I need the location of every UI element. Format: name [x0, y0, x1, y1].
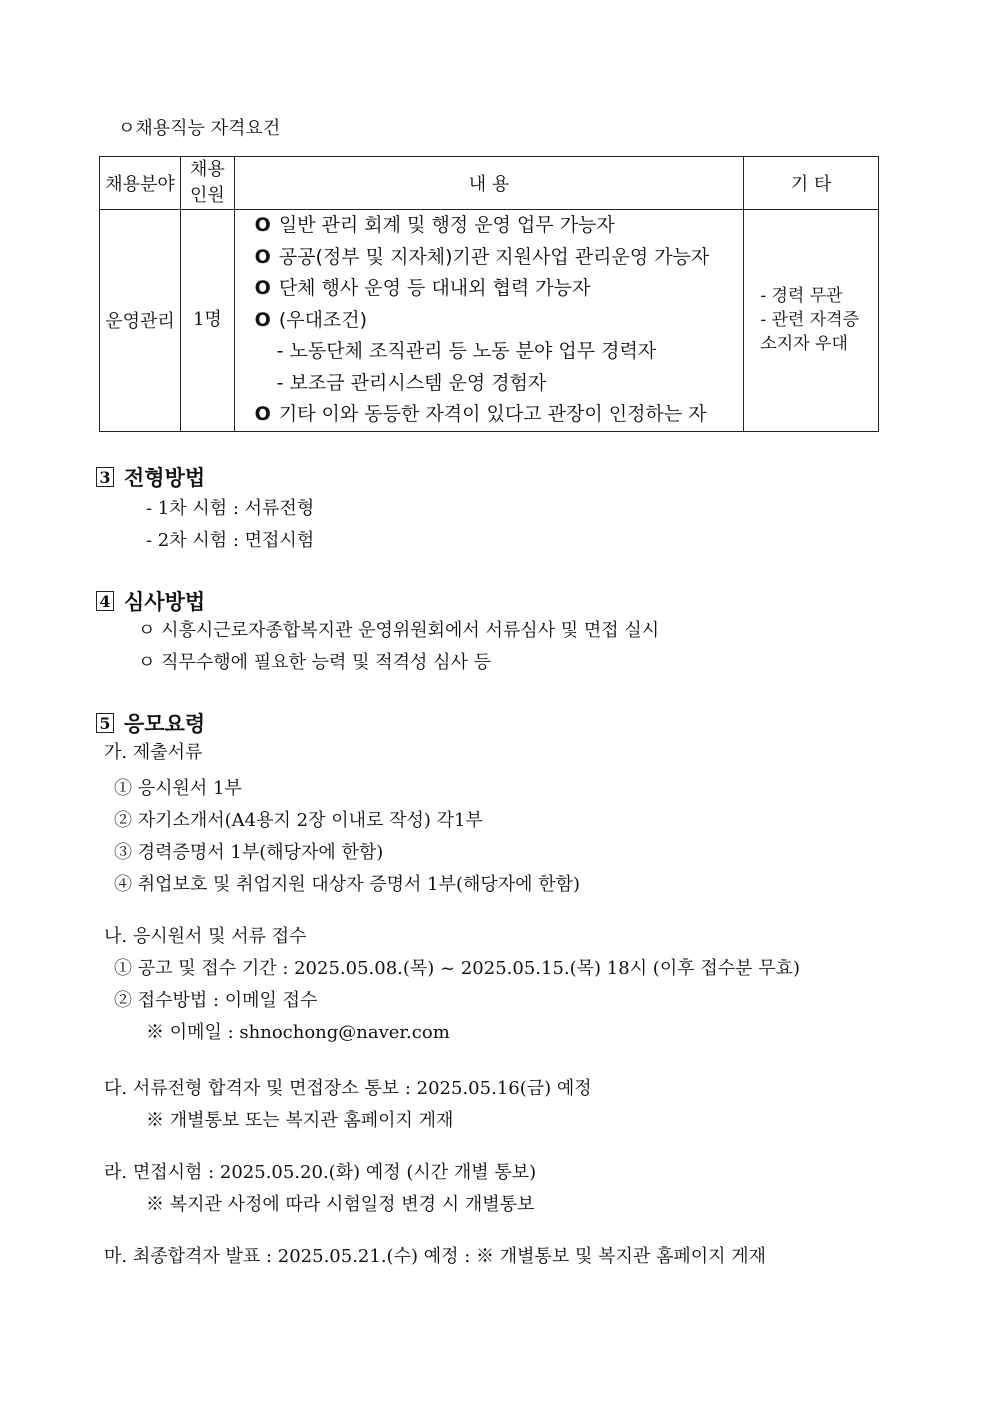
- intro-text: ㅇ채용직능 자격요건: [118, 118, 281, 139]
- subsection-title: 가. 제출서류: [104, 742, 203, 763]
- list-item: ② 자기소개서(A4용지 2장 이내로 작성) 각1부: [114, 810, 483, 831]
- list-item: ① 공고 및 접수 기간 : 2025.05.08.(목) ~ 2025.05.15.(목) 18시 (이후 접수분 무효): [114, 958, 801, 979]
- header-count-line1: 채용: [189, 159, 225, 180]
- list-item: ③ 경력증명서 1부(해당자에 한함): [114, 842, 384, 863]
- section-title: 심사방법: [124, 590, 206, 614]
- header-count-line2: 인원: [189, 185, 225, 206]
- section-number: 5: [96, 713, 114, 733]
- note-text: ※ 이메일 : shnochong@naver.com: [146, 1022, 450, 1043]
- content-item: O 단체 행사 운영 등 대내외 협력 가능자: [254, 277, 591, 299]
- content-subitem: - 보조금 관리시스템 운영 경험자: [276, 371, 547, 394]
- bullet-mark: O: [254, 403, 271, 425]
- note-text: ※ 개별통보 또는 복지관 홈페이지 게재: [146, 1110, 454, 1131]
- cell-content: [234, 210, 744, 432]
- section-3-heading: [96, 462, 205, 492]
- content-item: O 공공(정부 및 지자체)기관 지원사업 관리운영 가능자: [254, 245, 710, 268]
- section-number: 3: [96, 467, 114, 487]
- table-header-row: [100, 157, 879, 210]
- subsection-title: 다. 서류전형 합격자 및 면접장소 통보 : 2025.05.16(금) 예정: [104, 1078, 592, 1099]
- header-content: 내 용: [234, 157, 744, 210]
- subsection-title: 마. 최종합격자 발표 : 2025.05.21.(수) 예정 : ※ 개별통보 및 복지관 홈페이지 게재: [104, 1246, 767, 1267]
- section-5-heading: [96, 708, 205, 738]
- header-count: [181, 157, 235, 210]
- other-line: - 관련 자격증: [760, 310, 860, 331]
- section-title: 전형방법: [124, 466, 206, 490]
- qualification-table: [99, 156, 879, 432]
- subsection-title: 나. 응시원서 및 서류 접수: [104, 926, 307, 947]
- cell-other: [744, 210, 879, 432]
- note-text: ※ 복지관 사정에 따라 시험일정 변경 시 개별통보: [146, 1194, 535, 1215]
- other-line: - 경력 무관: [760, 286, 843, 307]
- table-row: [100, 210, 879, 432]
- subsection-title: 라. 면접시험 : 2025.05.20.(화) 예정 (시간 개별 통보): [104, 1162, 537, 1183]
- bullet-mark: O: [254, 245, 271, 268]
- list-item: ㅇ 시흥시근로자종합복지관 운영위원회에서 서류심사 및 면접 실시: [138, 620, 660, 641]
- cell-count: 1명: [181, 210, 235, 432]
- list-item: ㅇ 직무수행에 필요한 능력 및 적격성 심사 등: [138, 652, 492, 673]
- content-item: O 일반 관리 회계 및 행정 운영 업무 가능자: [254, 214, 615, 236]
- list-item: ① 응시원서 1부: [114, 778, 242, 799]
- list-item: - 2차 시험 : 면접시험: [146, 530, 315, 551]
- header-field: 채용분야: [100, 157, 181, 210]
- list-item: ② 접수방법 : 이메일 접수: [114, 990, 318, 1011]
- bullet-mark: O: [254, 214, 271, 236]
- content-subitem: - 노동단체 조직관리 등 노동 분야 업무 경력자: [276, 340, 657, 362]
- bullet-mark: O: [254, 277, 271, 299]
- section-title: 응모요령: [124, 712, 206, 736]
- other-line: 소지자 우대: [760, 334, 848, 355]
- section-number: 4: [96, 591, 114, 611]
- list-item: - 1차 시험 : 서류전형: [146, 498, 315, 519]
- content-item: O 기타 이와 동등한 자격이 있다고 관장이 인정하는 자: [254, 403, 707, 425]
- content-item: O (우대조건): [254, 308, 368, 331]
- header-other: 기 타: [744, 157, 879, 210]
- bullet-mark: O: [254, 308, 271, 331]
- cell-field: 운영관리: [100, 210, 181, 432]
- section-4-heading: [96, 586, 205, 616]
- list-item: ④ 취업보호 및 취업지원 대상자 증명서 1부(해당자에 한함): [114, 874, 581, 895]
